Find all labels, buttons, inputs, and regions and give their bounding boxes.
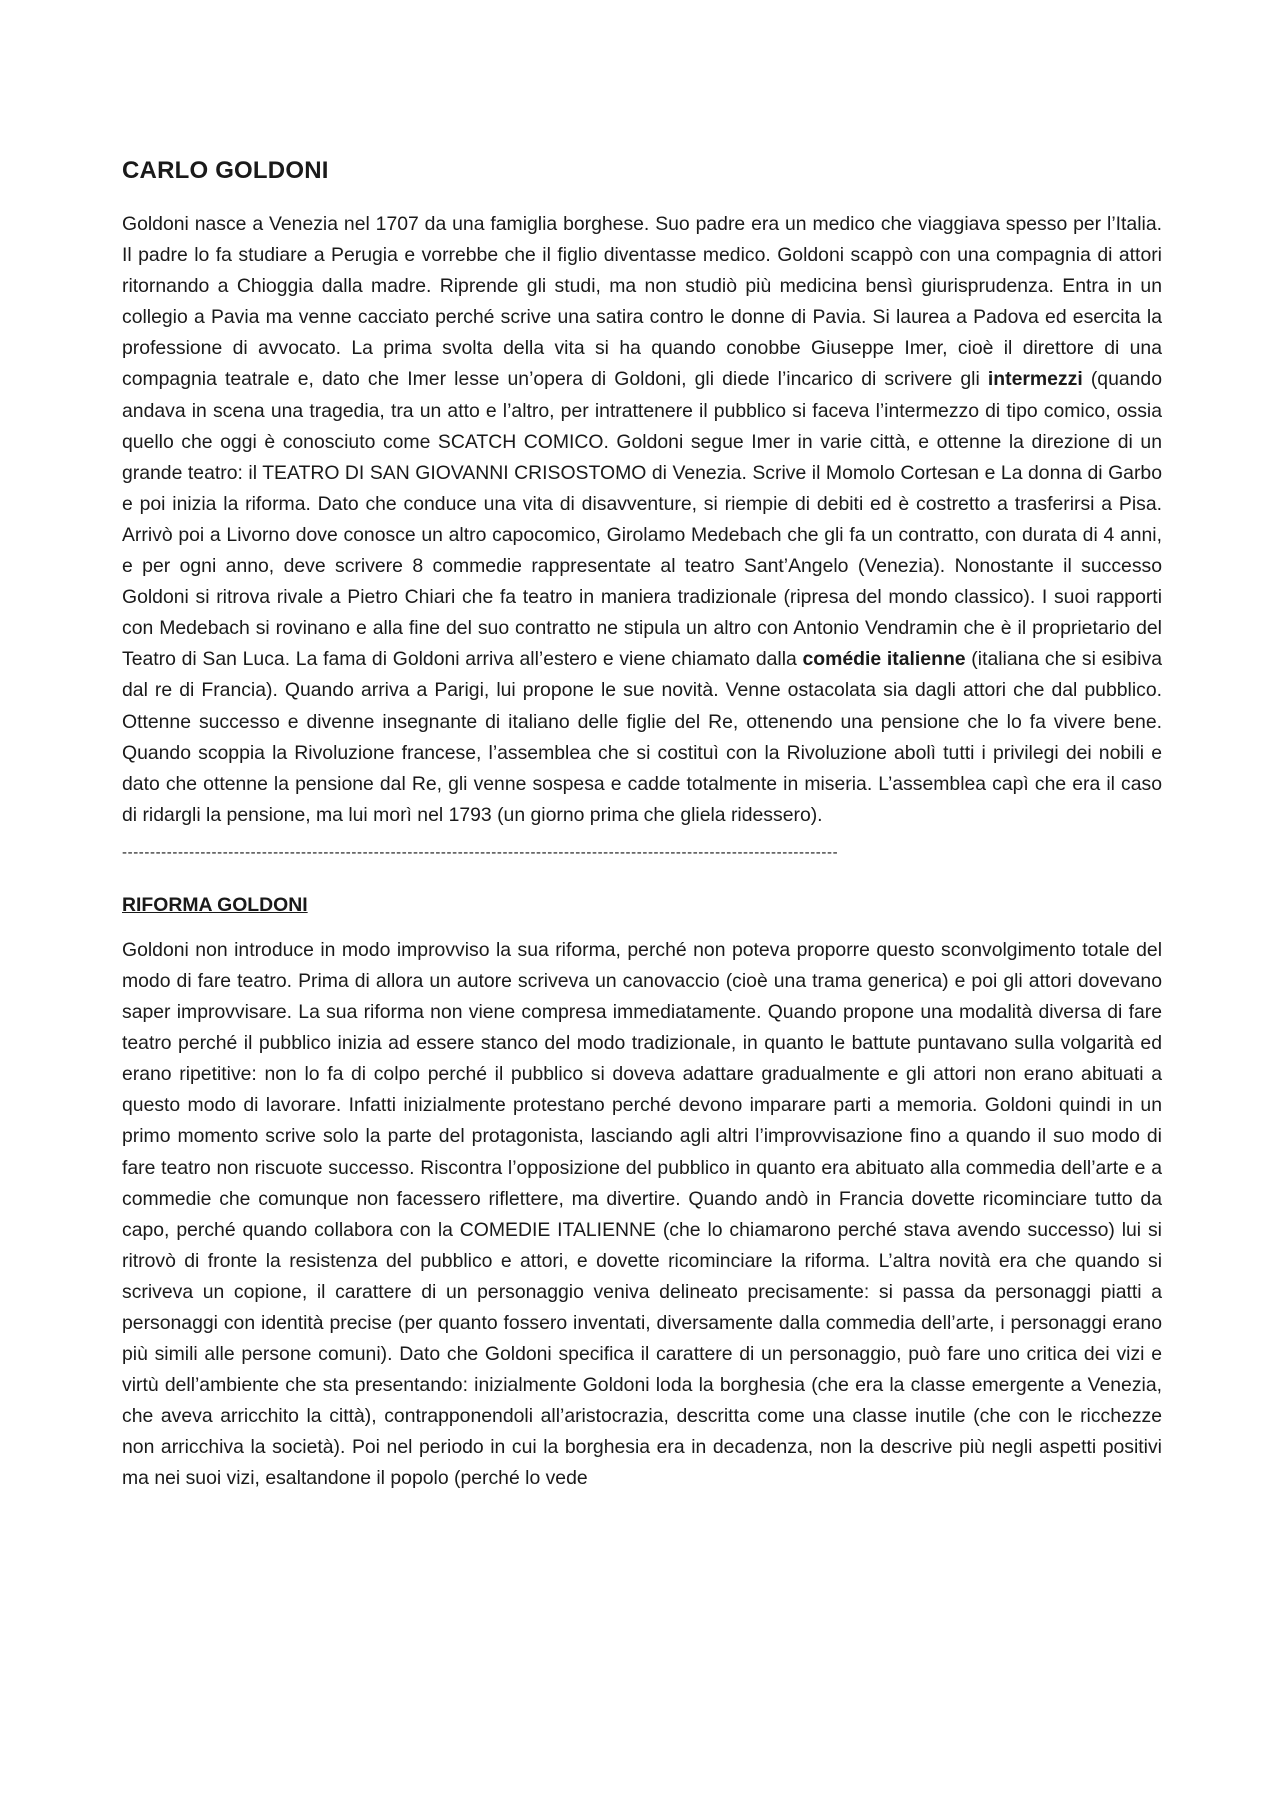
biography-text-2: (quando andava in scena una tragedia, tra un atto e l’altro, per intrattenere il pubblico si faceva l’intermezzo di tipo comico, ossia quello che oggi è conosciuto come SCATCH COMICO. Goldoni segue Imer in varie città, e ottenne la direzione di un grande teatro: il TEATRO DI SAN GIOVANNI CRISOSTOMO di Venezia. Scrive il Momolo Cortesan e La donna di Garbo e poi inizia la riforma. Dato che conduce una vita di disavventure, si riempie di debiti ed è costretto a trasferirsi a Pisa. Arrivò poi a Livorno dove conosce un altro capocomico, Girolamo Medebach che gli fa un contratto, con durata di 4 anni, e per ogni anno, deve scrivere 8 commedie rappresentate al teatro Sant’Angelo (Venezia). Nonostante il successo Goldoni si ritrova rivale a Pietro Chiari che fa teatro in maniera tradizionale (ripresa del mondo classico). I suoi rapporti con Medebach si rovinano e alla fine del suo contratto ne stipula un altro con Antonio Vendramin che è il proprietario del Teatro di San Luca. La fama di Goldoni arriva all’estero e viene chiamato dalla [122, 368, 1162, 671]
biography-text-3: (italiana che si esibiva dal re di Francia). Quando arriva a Parigi, lui propone le sue novità. Venne ostacolata sia dagli attori che dal pubblico. Ottenne successo e divenne insegnante di italiano delle figlie del Re, ottenendo una pensione che lo fa vivere bene. Quando scoppia la Rivoluzione francese, l’assemblea che si costituì con la Rivoluzione abolì tutti i privilegi dei nobili e dato che ottenne la pensione dal Re, gli venne sospesa e cadde totalmente in miseria. L’assemblea capì che era il caso di ridargli la pensione, ma lui morì nel 1793 (un giorno prima che gliela ridessero). [122, 648, 1162, 826]
biography-paragraph [122, 209, 1162, 831]
term-intermezzi: intermezzi [987, 368, 1083, 391]
reform-paragraph: Goldoni non introduce in modo improvviso la sua riforma, perché non poteva proporre questo sconvolgimento totale del modo di fare teatro. Prima di allora un autore scriveva un canovaccio (cioè una trama generica) e poi gli attori dovevano saper improvvisare. La sua riforma non viene compresa immediatamente. Quando propone una modalità diversa di fare teatro perché il pubblico inizia ad essere stanco del modo tradizionale, in quanto le battute puntavano sulla volgarità ed erano ripetitive: non lo fa di colpo perché il pubblico si doveva adattare gradualmente e gli attori non erano abituati a questo modo di lavorare. Infatti inizialmente protestano perché devono imparare parti a memoria. Goldoni quindi in un primo momento scrive solo la parte del protagonista, lasciando agli altri l’improvvisazione fino a quando il suo modo di fare teatro non riscuote successo. Riscontra l’opposizione del pubblico in quanto era abituato alla commedia dell’arte e a commedie che comunque non facessero riflettere, ma divertire. Quando andò in Francia dovette ricominciare tutto da capo, perché quando collabora con la COMEDIE ITALIENNE (che lo chiamarono perché stava avendo successo) lui si ritrovò di fronte la resistenza del pubblico e attori, e dovette ricominciare la riforma. L’altra novità era che quando si scriveva un copione, il carattere di un personaggio veniva delineato precisamente: si passa da personaggi piatti a personaggi con identità precise (per quanto fossero inventati, diversamente dalla commedia dell’arte, i personaggi erano più simili alle persone comuni). Dato che Goldoni specifica il carattere di un personaggio, può fare uno critica dei vizi e virtù dell’ambiente che sta presentando: inizialmente Goldoni loda la borghesia (che era la classe emergente a Venezia, che aveva arricchito la città), contrapponendoli all’aristocrazia, descritta come una classe inutile (che con le ricchezze non arricchiva la società). Poi nel periodo in cui la borghesia era in decadenza, non la descrive più negli aspetti positivi ma nei suoi vizi, esaltandone il popolo (perché lo vede [122, 938, 1162, 1490]
term-comedie-italienne: comédie italienne [802, 648, 966, 671]
page-title: CARLO GOLDONI [122, 157, 329, 184]
biography-text-1: Goldoni nasce a Venezia nel 1707 da una famiglia borghese. Suo padre era un medico che viaggiava spesso per l’Italia. Il padre lo fa studiare a Perugia e vorrebbe che il figlio diventasse medico. Goldoni scappò con una compagnia di attori ritornando a Chioggia dalla madre. Riprende gli studi, ma non studiò più medicina bensì giurisprudenza. Entra in un collegio a Pavia ma venne cacciato perché scrive una satira contro le donne di Pavia. Si laurea a Padova ed esercita la professione di avvocato. La prima svolta della vita si ha quando conobbe Giuseppe Imer, cioè il direttore di una compagnia teatrale e, dato che Imer lesse un’opera di Goldoni, gli diede l’incarico di scrivere gli [122, 213, 1162, 391]
document-page [122, 155, 1162, 1495]
section-divider: -------------------------------------------------------------------------------------------------------------------------------- [122, 843, 839, 861]
section-title: RIFORMA GOLDONI [122, 893, 308, 916]
